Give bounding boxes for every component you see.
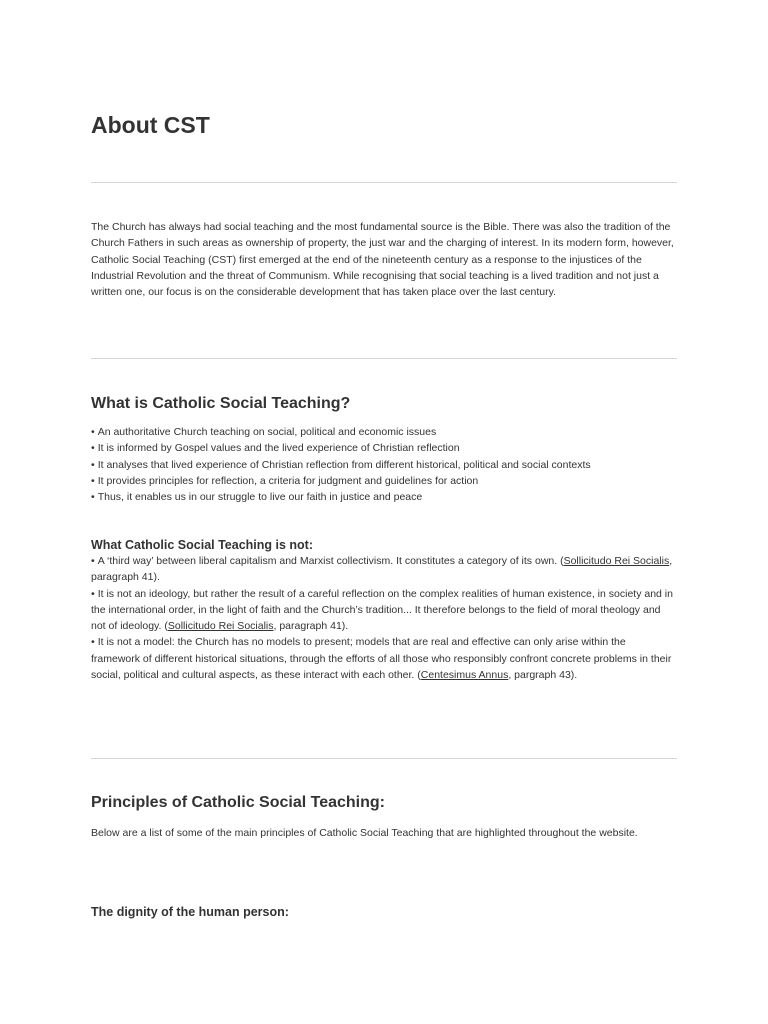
list-item: • Thus, it enables us in our struggle to live our faith in justice and peace bbox=[91, 489, 677, 505]
citation-link[interactable]: Sollicitudo Rei Socialis bbox=[167, 620, 274, 633]
bullet-icon: • bbox=[91, 491, 95, 504]
list-item: • A ‘third way’ between liberal capitalism and Marxist collectivism. It constitutes a category of its own. (Sollicitudo Rei Socialis, paragraph 41). bbox=[91, 555, 673, 584]
page-title: About CST bbox=[91, 112, 210, 138]
divider bbox=[91, 758, 677, 759]
what-is-heading: What is Catholic Social Teaching? bbox=[91, 395, 351, 412]
bullet-icon: • bbox=[91, 636, 95, 649]
what-is-list bbox=[91, 424, 677, 505]
dignity-heading: The dignity of the human person: bbox=[91, 905, 289, 919]
bullet-icon: • bbox=[91, 474, 95, 487]
bullet-icon: • bbox=[91, 426, 95, 438]
list-item: • It analyses that lived experience of Christian reflection from different historical, political and social contexts bbox=[91, 457, 677, 473]
bullet-icon: • bbox=[91, 555, 95, 567]
list-item: • It is not a model: the Church has no models to present; models that are real and effective can only arise within the framework of different historical situations, through the efforts of all those who responsibly confront concrete problems in their social, political and cultural aspects, as these interact with each other. (Centesimus Annus, pargraph 43). bbox=[91, 636, 672, 682]
intro-paragraph: The Church has always had social teaching and the most fundamental source is the Bible. There was also the tradition of the Church Fathers in such areas as ownership of property, the just war and the charging of interest. In its modern form, however, Catholic Social Teaching (CST) first emerged at the end of the nineteenth century as a response to the injustices of the Industrial Revolution and the threat of Communism. While recognising that social teaching is a lived tradition and not just a written one, our focus is on the considerable development that has taken place over the last century. bbox=[91, 221, 674, 299]
citation-link[interactable]: Sollicitudo Rei Socialis bbox=[563, 555, 670, 567]
citation-link[interactable]: Centesimus Annus bbox=[420, 669, 509, 682]
list-item: • An authoritative Church teaching on social, political and economic issues bbox=[91, 424, 677, 440]
list-item: • It is not an ideology, but rather the result of a careful reflection on the complex realities of human existence, in society and in the international order, in the light of faith and the Church’s tradition... It therefore belongs to the field of moral theology and not of ideology. (Sollicitudo Rei Socialis, paragraph 41). bbox=[91, 587, 673, 633]
divider bbox=[91, 182, 677, 183]
bullet-icon: • bbox=[91, 587, 95, 600]
bullet-icon: • bbox=[91, 458, 95, 471]
what-is-not-heading: What Catholic Social Teaching is not: bbox=[91, 538, 314, 552]
what-is-not-list bbox=[91, 553, 677, 683]
list-item: • It provides principles for reflection, a criteria for judgment and guidelines for action bbox=[91, 473, 677, 489]
list-item: • It is informed by Gospel values and the lived experience of Christian reflection bbox=[91, 440, 677, 456]
principles-heading: Principles of Catholic Social Teaching: bbox=[91, 794, 385, 811]
bullet-icon: • bbox=[91, 442, 95, 455]
principles-intro: Below are a list of some of the main principles of Catholic Social Teaching that are highlighted throughout the website. bbox=[91, 827, 638, 839]
divider bbox=[91, 358, 677, 359]
